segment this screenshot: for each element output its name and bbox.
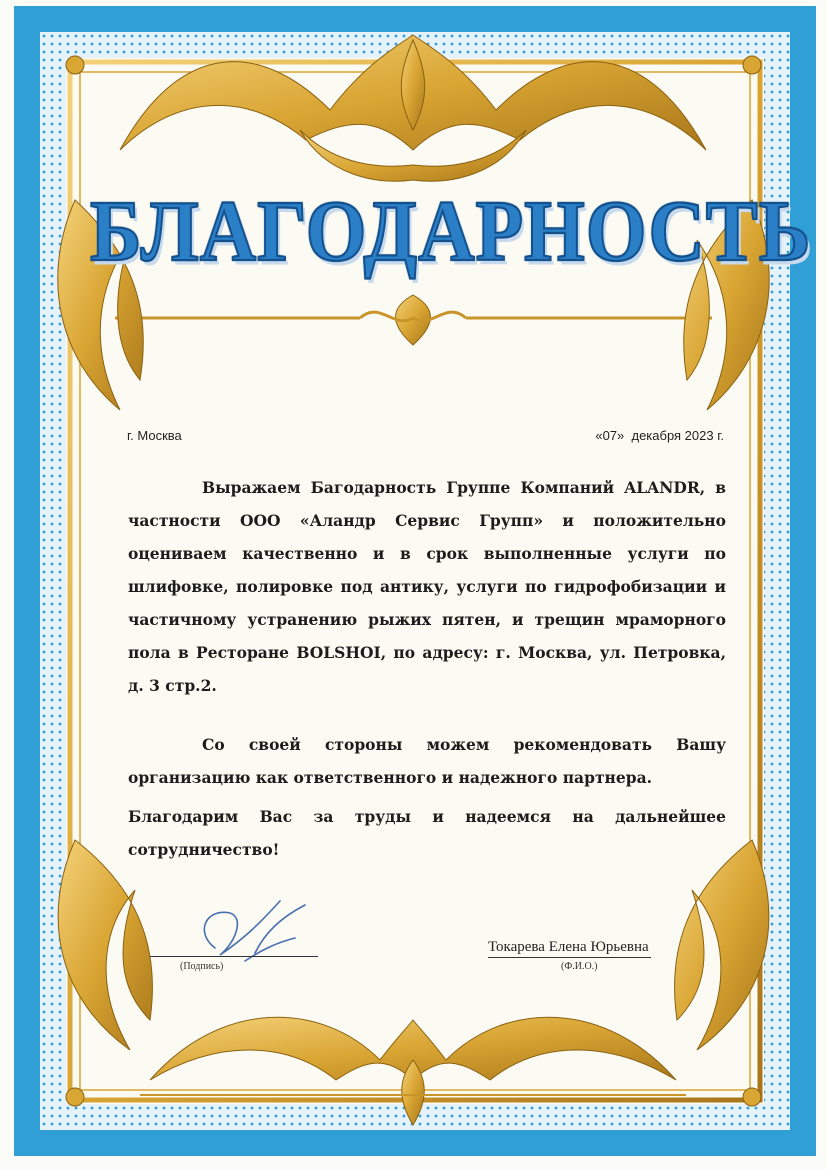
date-label: «07» декабря 2023 г. [595, 428, 724, 443]
name-caption: (Ф.И.О.) [561, 961, 598, 972]
paragraph-recommendation: Со своей стороны можем рекомендовать Вашу организацию как ответственного и надежного партнера. [128, 735, 726, 787]
paragraph-gratitude: Выражаем Багодарность Группе Компаний ALANDR, в частности ООО «Аландр Сервис Групп» и положительно оцениваем качественно и в срок выполненные услуги по шлифовке, полировке под антику, услуги по гидрофобизации и частичному устранению рыжих пятен, и трещин мраморного пола в Ресторане BOLSHOI, по адресу: г. Москва, ул. Петровка, д. 3 стр.2. [128, 478, 726, 695]
city-label: г. Москва [127, 428, 182, 443]
signer-name: Токарева Елена Юрьевна [488, 939, 651, 958]
paragraph-closing: Благодарим Вас за труды и надеемся на дальнейшее сотрудничество! [128, 807, 726, 859]
signature-line [150, 956, 318, 957]
certificate-title: БЛАГОДАРНОСТЬ [90, 181, 812, 280]
signature-caption: (Подпись) [180, 961, 224, 972]
